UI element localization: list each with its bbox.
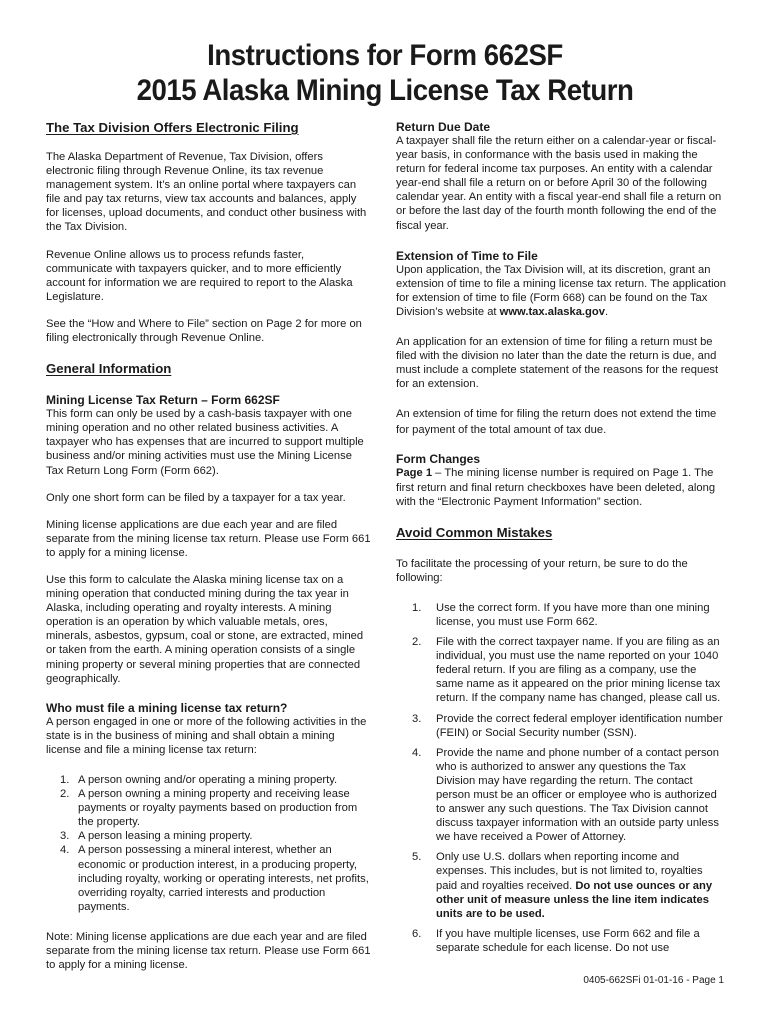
- mistakes-intro: To facilitate the processing of your return, be sure to do the following:: [396, 557, 688, 584]
- page-title: [31, 38, 739, 108]
- list-item: 2. A person owning a mining property and receiving lease payments or royalty payments based on production from the property.: [60, 788, 358, 829]
- extension-paragraph-3: An extension of time for filing the return does not extend the time for payment of the total amount of tax due.: [396, 408, 717, 437]
- efile-paragraph-1: The Alaska Department of Revenue, Tax Division, offers electronic filing through Revenue Online, its tax revenue management system. It’s an online portal where taxpayers can file and pay tax returns, view tax accounts and balances, apply for licenses, upload documents, and conduct other business with the Tax Division.: [46, 151, 367, 234]
- avoid-mistakes-heading: Avoid Common Mistakes: [396, 524, 553, 540]
- extension-paragraph-1: Upon application, the Tax Division will, at its discretion, grant an extension of time to file a mining license tax return. The application for extension of time to file (Form 668) can be found on the Tax Division’s website at www.tax.alaska.gov.: [396, 263, 727, 318]
- tax-website-link: www.tax.alaska.gov: [499, 305, 605, 318]
- due-date-heading: Return Due Date: [396, 120, 491, 134]
- mistakes-list: [396, 601, 726, 955]
- list-item: 4. Provide the name and phone number of a contact person who is authorized to answer any questions the Tax Division may have regarding the return. The contact person must be an officer or employee who is authorized to answer any such questions. The Tax Division cannot discuss taxpayer information with an outside party unless we have received a Power of Attorney.: [412, 746, 719, 844]
- list-item: 6. If you have multiple licenses, use Form 662 and file a separate schedule for each license. Do not use: [412, 927, 700, 954]
- form-changes-paragraph: Page 1 – The mining license number is required on Page 1. The first return and final return checkboxes have been deleted, along with the “Electronic Payment Information” section.: [396, 467, 716, 508]
- efile-paragraph-3: See the “How and Where to File” section on Page 2 for more on filing electronically through Revenue Online.: [46, 317, 362, 345]
- list-item: 2. File with the correct taxpayer name. If you are filing as an individual, you must use the name reported on your 1040 federal return. If you are filing as a company, use the same name as it appeared on the prior mining license tax return. If the company name has changed, please call us.: [412, 636, 721, 705]
- due-date-paragraph: A taxpayer shall file the return either on a calendar-year or fiscal-year basis, in conformance with the basis used in making the return for federal income tax purposes. An entity with a calendar year-end shall file a return on or before April 30 of the following calendar year. An entity with a fiscal year-end shall file a return on or before the last day of the fourth month following the end of the fiscal year.: [396, 135, 722, 232]
- form-paragraph-4: Use this form to calculate the Alaska mining license tax on a mining operation that conducted mining during the tax year in Alaska, including operating and royalty interests. A mining operation is an operation by which valuable metals, ores, minerals, asbestos, gypsum, coal or stone, are extracted, mined or taken from the earth. A mining operation consists of a single mining property or several mining properties that are connected geographically.: [46, 573, 364, 685]
- list-item: 3. A person leasing a mining property.: [60, 830, 253, 843]
- general-info-heading: General Information: [46, 361, 172, 377]
- left-column: [46, 120, 372, 985]
- form-paragraph-1: This form can only be used by a cash-basis taxpayer with one mining operation and no other related business activities. A taxpayer who has expenses that are incurred to support multiple business and/or mining activities must use the Mining License Tax Return Long Form (Form 662).: [46, 408, 364, 477]
- note-paragraph: Note: Mining license applications are due each year and are filed separate from the mining license tax return. Please use Form 661 to apply for a mining license.: [46, 930, 371, 972]
- who-must-file-list: [46, 773, 372, 914]
- who-must-file-heading: Who must file a mining license tax return?: [46, 700, 288, 715]
- form-paragraph-3: Mining license applications are due each year and are filed separate from the mining license tax return. Please use Form 661 to apply for a mining license.: [46, 518, 371, 559]
- extension-paragraph-2: An application for an extension of time for filing a return must be filed with the division no later than the date the return is due, and must include a complete statement of the reasons for the request for an extension.: [396, 336, 719, 391]
- page-footer: 0405-662SFi 01-01-16 - Page 1: [583, 975, 724, 986]
- list-item: 1. A person owning and/or operating a mining property.: [60, 774, 338, 786]
- form-changes-heading: Form Changes: [396, 452, 481, 467]
- list-item: 5. Only use U.S. dollars when reporting income and expenses. This includes, but is not limited to, royalties paid and royalties received. Do not use ounces or any other unit of measure unless the line item indicates units are to be used.: [412, 851, 713, 920]
- who-must-file-paragraph: A person engaged in one or more of the following activities in the state is in the business of mining and shall obtain a mining license and file a mining license tax return:: [46, 715, 367, 756]
- efile-heading: The Tax Division Offers Electronic Filing: [46, 120, 299, 135]
- list-item: 1. Use the correct form. If you have more than one mining license, you must use Form 662.: [412, 601, 710, 628]
- efile-paragraph-2: Revenue Online allows us to process refunds faster, communicate with taxpayers quicker, and to more efficiently account for information we are required to report to the Alaska Legislature.: [46, 248, 353, 303]
- list-item: 4. A person possessing a mineral interest, whether an economic or production interest, in a producing property, including royalty, working or operating interests, net profits, overriding royalty, carried interests and production payments.: [60, 844, 369, 913]
- title-line-1: Instructions for Form 662SF: [207, 39, 563, 72]
- form-paragraph-2: Only one short form can be filed by a taxpayer for a tax year.: [46, 491, 346, 504]
- form-heading: Mining License Tax Return – Form 662SF: [46, 393, 280, 408]
- right-column: [396, 120, 726, 968]
- extension-heading: Extension of Time to File: [396, 248, 538, 263]
- list-item: 3. Provide the correct federal employer identification number (FEIN) or Social Security number (SSN).: [412, 712, 723, 739]
- title-line-2: 2015 Alaska Mining License Tax Return: [136, 74, 634, 107]
